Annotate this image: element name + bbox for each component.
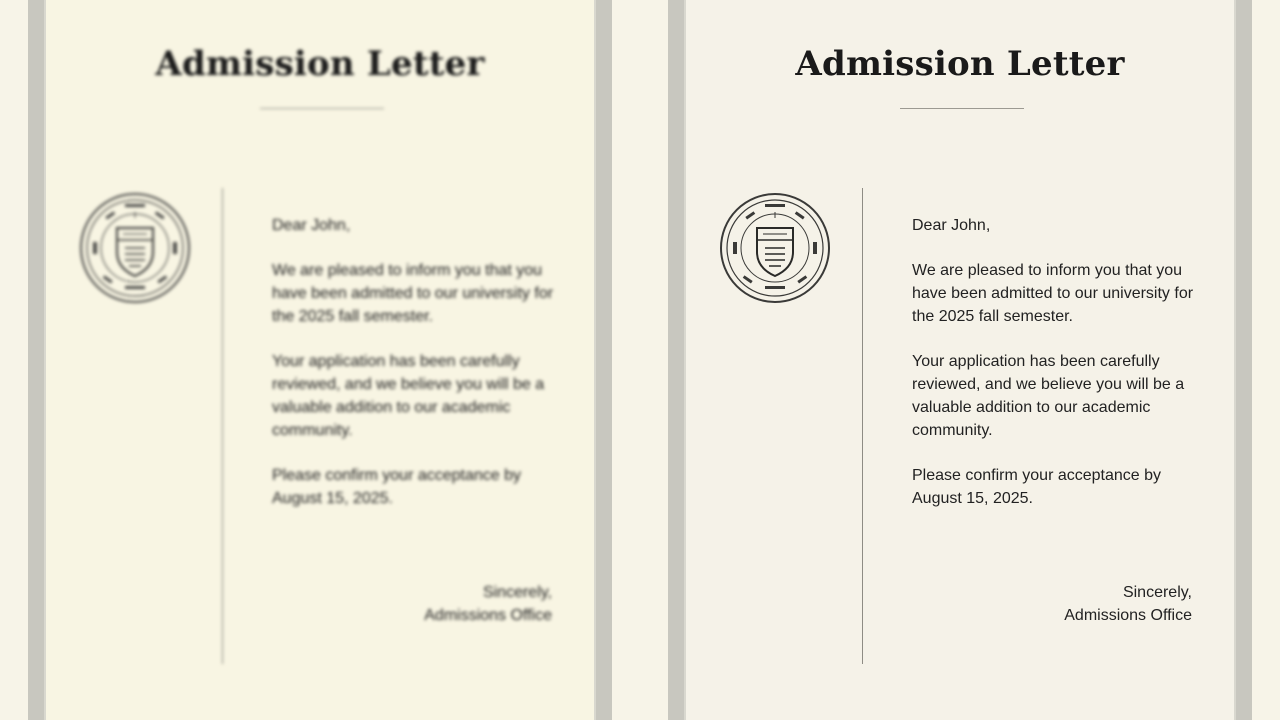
title-divider xyxy=(260,108,384,109)
paragraph-review: Your application has been carefully reviewed, and we believe you will be a valuable addition to our academic community. xyxy=(272,353,545,439)
left-outer-gutter xyxy=(28,0,44,720)
signoff xyxy=(424,581,552,627)
letter-panel-sharp xyxy=(684,0,1236,720)
closing: Sincerely, xyxy=(1122,584,1192,601)
right-outer-gutter xyxy=(1236,0,1252,720)
university-seal-icon xyxy=(719,192,831,304)
paragraph-confirm: Please confirm your acceptance by August 15, 2025. xyxy=(912,467,1162,507)
greeting: Dear John, xyxy=(272,217,351,234)
letter-panel-blurred xyxy=(44,0,596,720)
paragraph-admission: We are pleased to inform you that you have been admitted to our university for the 2025 fall semester. xyxy=(912,262,1194,325)
university-seal-icon xyxy=(79,192,191,304)
center-right-gutter xyxy=(668,0,684,720)
signature: Admissions Office xyxy=(1064,607,1192,624)
signoff xyxy=(1064,581,1192,627)
title-divider xyxy=(900,108,1024,109)
paragraph-confirm: Please confirm your acceptance by August 15, 2025. xyxy=(272,467,522,507)
letter-body xyxy=(912,214,1212,532)
signature: Admissions Office xyxy=(424,607,552,624)
paragraph-review: Your application has been carefully reviewed, and we believe you will be a valuable addition to our academic community. xyxy=(912,353,1185,439)
vertical-divider xyxy=(222,188,223,664)
letter-title: Admission Letter xyxy=(155,44,485,84)
letter-title: Admission Letter xyxy=(795,44,1125,84)
paragraph-admission: We are pleased to inform you that you have been admitted to our university for the 2025 fall semester. xyxy=(272,262,554,325)
vertical-divider xyxy=(862,188,863,664)
greeting: Dear John, xyxy=(912,217,991,234)
letter-body xyxy=(272,214,572,532)
closing: Sincerely, xyxy=(482,584,552,601)
center-left-gutter xyxy=(596,0,612,720)
